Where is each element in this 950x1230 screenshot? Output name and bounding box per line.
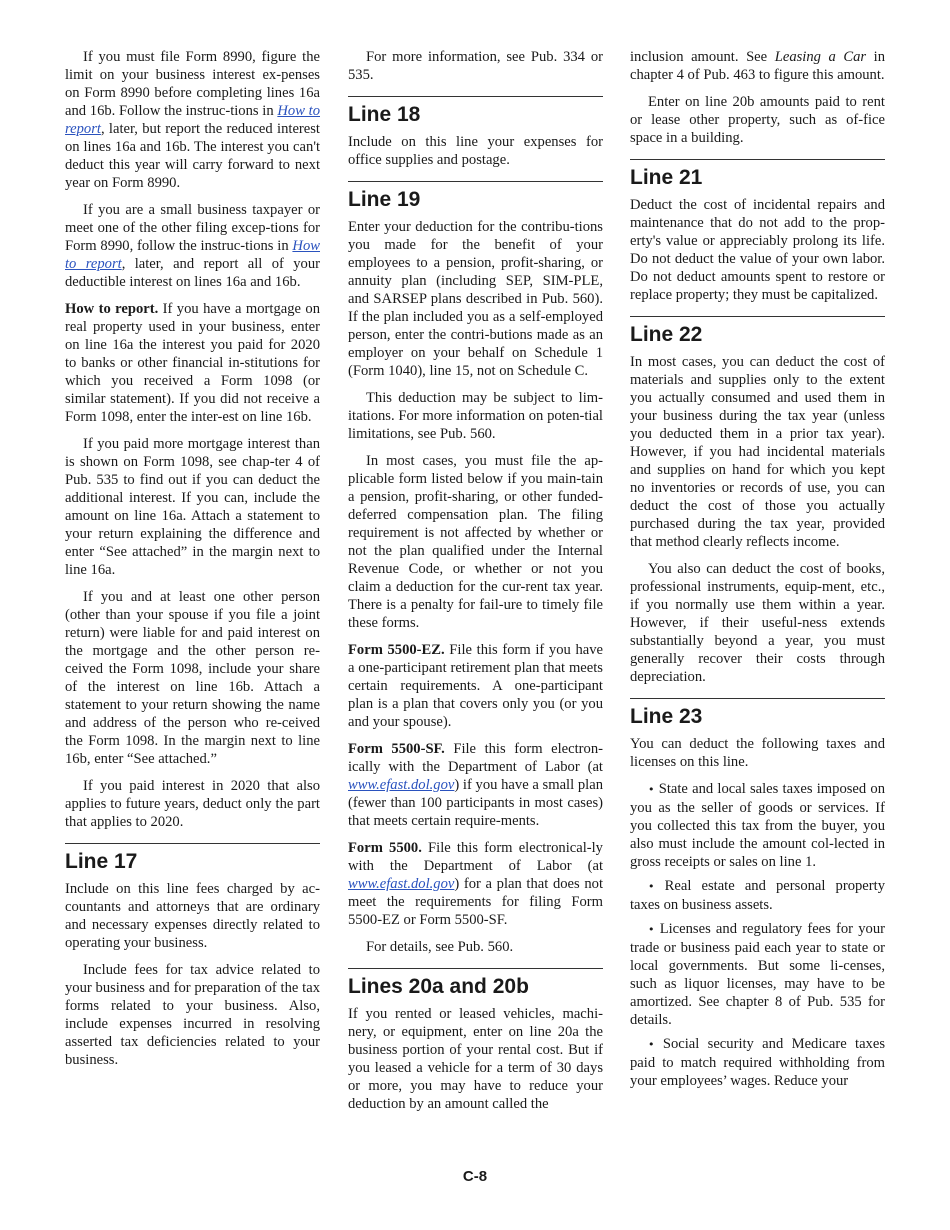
bullet-icon: • [648, 923, 655, 936]
heading-line-18: Line 18 [348, 103, 421, 126]
section-divider [348, 181, 603, 182]
bullet-item: • Licenses and regulatory fees for your trade or business paid each year to state or local governments. But some li-censes, such as liquor licenses, may have to be amortized. See chapter 8 of Pub. 535 for details. [630, 921, 885, 1028]
run-in-heading: How to report. [65, 301, 159, 317]
heading-line-23: Line 23 [630, 705, 703, 728]
paragraph: You also can deduct the cost of books, professional instruments, equip-ment, etc., if you normally use them within a year. However, if their useful-ness extends substantially beyond a year, you must generally recover their costs through depreciation. [630, 561, 885, 685]
paragraph: How to report. If you have a mortgage on real property used in your business, enter on line 16a the interest you paid for 2020 to banks or other financial in-stitutions for which you received a Form 1098 (or similar statement). If you did not receive a Form 1098, enter the inter-est on line 16b. [65, 301, 321, 425]
heading-line-19: Line 19 [348, 188, 421, 211]
paragraph: Form 5500-SF. File this form electron-ically with the Department of Labor (at www.efast.dol.gov) if you have a small plan (fewer than 100 participants in most cases) that meets certain require-ments. [348, 741, 603, 829]
bullet-item: • State and local sales taxes imposed on you as the seller of goods or services. If you collected this tax from the buyer, you also must include the amount col-lected in gross receipts or sales on line 1. [630, 781, 885, 870]
run-in-heading: Form 5500-EZ. [348, 642, 445, 658]
paragraph: Enter on line 20b amounts paid to rent or lease other property, such as of-fice space in a building. [630, 94, 885, 146]
section-divider [630, 316, 885, 317]
paragraph: If you rented or leased vehicles, machi-nery, or equipment, enter on line 20a the business portion of your rental cost. But if you leased a vehicle for a term of 30 days or more, you may have to reduce your deduction by an amount called the [348, 1006, 603, 1112]
paragraph: If you and at least one other person (other than your spouse if you file a joint return) were liable for and paid interest on the mortgage and the other person re-ceived the Form 1098, include your share of the interest on line 16b. Attach a statement to your return showing the name and address of the person who re-ceived the Form 1098. In the margin next to line 16b, enter “See attached.” [65, 589, 320, 767]
efast-link[interactable]: www.efast.dol.gov [348, 876, 455, 892]
section-divider [65, 843, 320, 844]
paragraph: If you paid more mortgage interest than is shown on Form 1098, see chap-ter 4 of Pub. 535 to find out if you can deduct the additional interest. If you can, include the amount on line 16a. Attach a statement to your return explaining the difference and enter “See attached” in the margin next to line 16a. [65, 436, 320, 578]
paragraph: In most cases, you must file the ap-plicable form listed below if you main-tain a pension, profit-sharing, or other funded-deferred compensation plan. The filing requirement is not affected by whether or not the plan qualified under the Internal Revenue Code, or whether or not you claim a deduction for the cur-rent tax year. There is a penalty for fail-ure to timely file these forms. [348, 453, 603, 631]
run-in-heading: Form 5500. [348, 840, 422, 856]
bullet-item: • Social security and Medicare taxes paid to match required withholding from your employees’ wages. Reduce your [630, 1036, 886, 1089]
efast-link[interactable]: www.efast.dol.gov [348, 777, 455, 793]
section-divider [630, 698, 885, 699]
section-divider [348, 96, 603, 97]
paragraph: If you must file Form 8990, figure the limit on your business interest ex-penses on Form 8990 before completing lines 16a and 16b. Follow the instruc-tions in How to report, later, but report the reduced interest on lines 16a and 16b. The interest you can't deduct this year will carry forward to next year on Form 8990. [65, 49, 320, 191]
column-left [65, 48, 320, 1078]
paragraph: Include fees for tax advice related to your business and for preparation of the tax forms related to your business. Also, include expenses incurred in resolving asserted tax deficiencies related to your business. [65, 962, 320, 1068]
run-in-heading: Form 5500-SF. [348, 741, 445, 757]
heading-line-22: Line 22 [630, 323, 703, 346]
column-middle [348, 48, 603, 1122]
paragraph: Enter your deduction for the contribu-tions you made for the benefit of your employees to a pension, profit-sharing, or annuity plan (including SEP, SIM-PLE, and SARSEP plans described in Pub. 560). If the plan included you as a self-employed person, enter the contri-butions made as an employer on your behalf on Schedule 1 (Form 1040), line 15, not on Schedule C. [348, 219, 603, 379]
bullet-icon: • [648, 783, 655, 796]
paragraph: If you are a small business taxpayer or meet one of the other filing excep-tions for Form 8990, follow the instruc-tions in How to report, later, and report all of your deductible interest on lines 16a and 16b. [65, 202, 321, 290]
how-to-report-link[interactable]: How to report [65, 238, 320, 272]
heading-line-17: Line 17 [65, 850, 138, 873]
paragraph: Deduct the cost of incidental repairs and maintenance that do not add to the prop-erty's value or appreciably prolong its life. Do not deduct the value of your own labor. Do not deduct amounts spent to restore or replace property; they must be capitalized. [630, 197, 885, 303]
paragraph: Form 5500. File this form electronical-ly with the Department of Labor (at www.efast.dol.gov) for a plan that does not meet the requirements for filing Form 5500-EZ or Form 5500-SF. [348, 840, 603, 928]
paragraph: Include on this line your expenses for office supplies and postage. [348, 134, 603, 168]
paragraph: You can deduct the following taxes and licenses on this line. [630, 736, 885, 770]
section-divider [630, 159, 885, 160]
paragraph: If you paid interest in 2020 that also applies to future years, deduct only the part that applies to 2020. [65, 778, 320, 830]
paragraph: For more information, see Pub. 334 or 535. [348, 49, 603, 83]
page-number: C-8 [462, 1168, 488, 1185]
section-divider [348, 968, 603, 969]
paragraph: This deduction may be subject to lim-itations. For more information on poten-tial limitations, see Pub. 560. [348, 390, 603, 442]
paragraph: Include on this line fees charged by ac-countants and attorneys that are ordinary and necessary expenses directly related to operating your business. [65, 881, 320, 951]
paragraph: inclusion amount. See Leasing a Car in chapter 4 of Pub. 463 to figure this amount. [630, 49, 886, 83]
italic-reference: Leasing a Car [774, 49, 867, 65]
heading-line-21: Line 21 [630, 166, 703, 189]
heading-lines-20a-20b: Lines 20a and 20b [348, 975, 529, 998]
paragraph: In most cases, you can deduct the cost of materials and supplies only to the extent you actually consumed and used them in your business during the tax year (unless you deducted them in a prior tax year). However, if you had incidental materials and supplies on hand for which you kept no inventories or records of use, you can deduct the cost of those you actually purchased during the tax year, provided that method clearly reflects income. [630, 354, 885, 550]
bullet-icon: • [648, 1038, 655, 1051]
paragraph: For details, see Pub. 560. [366, 939, 514, 955]
bullet-icon: • [648, 880, 655, 893]
how-to-report-link[interactable]: How to report [65, 103, 320, 137]
bullet-item: • Real estate and personal property taxes on business assets. [630, 878, 885, 913]
paragraph: Form 5500-EZ. File this form if you have a one-participant retirement plan that meets certain requirements. A one-participant plan is a plan that covers only you (or you and your spouse). [348, 642, 603, 730]
column-right [630, 48, 885, 1096]
